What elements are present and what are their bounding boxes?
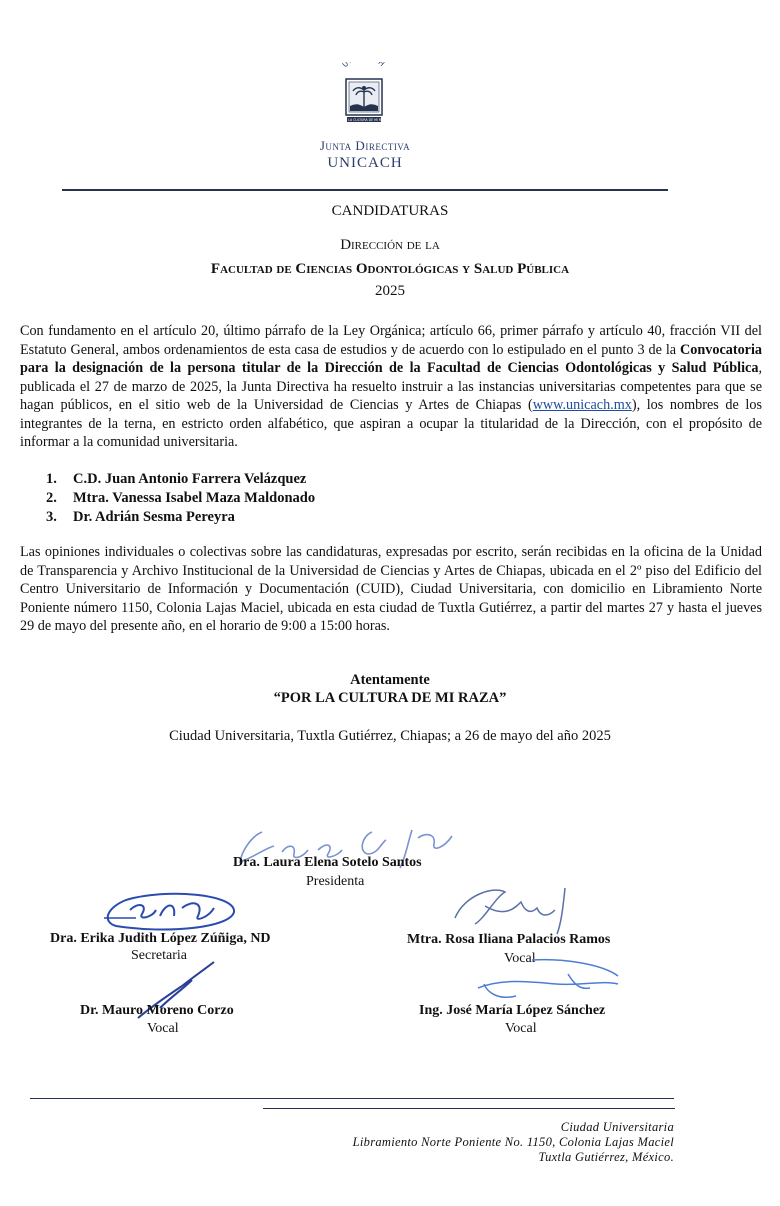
candidate-name: Mtra. Vanessa Isabel Maza Maldonado [73,490,316,506]
candidates-list [46,470,315,527]
vocal1-name: Mtra. Rosa Iliana Palacios Ramos [407,932,611,947]
list-item [46,470,315,489]
list-number: 2. [46,490,57,506]
vocal3-name: Ing. José María López Sánchez [419,1003,606,1018]
president-name: Dra. Laura Elena Sotelo Santos [233,855,422,870]
place-and-date: Ciudad Universitaria, Tuxtla Gutiérrez, Chiapas; a 26 de mayo del año 2025 [169,728,611,744]
secretary-role: Secretaria [131,948,187,963]
footer-line-3: Tuxtla Gutiérrez, México. [538,1150,674,1164]
paragraph-text: Con fundamento en el artículo 20, último párrafo de la Ley Orgánica; artículo 66, primer párrafo y artículo 40, fracción VII del Estatuto General, ambos ordenamientos de esta casa de estudios y de acuerdo con lo estipulado en el punto 3 de la [20,323,762,358]
title-year: 2025 [375,283,405,299]
list-number: 3. [46,509,57,525]
president-role: Presidenta [306,874,365,889]
header-junta-directiva: Junta Directiva [319,138,411,153]
list-number: 1. [46,471,57,487]
footer-divider-short [263,1108,675,1109]
convocatoria-title: Convocatoria para la designación de la persona titular de la Dirección de la Facultad de Ciencias Odontológicas y Salud Pública [20,341,762,376]
list-item [46,489,315,508]
list-item [46,508,315,527]
footer-line-1: Ciudad Universitaria [560,1120,674,1134]
footer-line-2: Libramiento Norte Poniente No. 1150, Colonia Lajas Maciel [352,1135,674,1149]
title-line-1: Dirección de la [340,237,440,253]
header-unicach: UNICACH [327,155,403,171]
paragraph-text: ), los nombres de los integrantes de la terna, en estricto orden alfabético, que aspiran a ocupar la titularidad de la Dirección, con el propósito de informar a la comunidad universitaria. [20,397,762,450]
logo-motto: POR LA CULTURA DE MI RAZA [340,118,388,122]
candidate-name: C.D. Juan Antonio Farrera Velázquez [73,471,307,487]
secretary-name: Dra. Erika Judith López Zúñiga, ND [50,931,271,946]
candidate-name: Dr. Adrián Sesma Pereyra [73,509,235,525]
vocal3-role: Vocal [505,1021,537,1036]
paragraph-opinions: Las opiniones individuales o colectivas sobre las candidaturas, expresadas por escrito, serán recibidas en la oficina de la Unidad de Transparencia y Archivo Institucional de la Universidad de Ciencias y Artes de Chiapas, ubicada en el 2º piso del Edificio del Centro Universitario de Información y Documentación (CUID), Ciudad Universitaria, con domicilio en Libramiento Norte Poniente número 1150, Colonia Lajas Maciel, ubicada en esta ciudad de Tuxtla Gutiérrez, a partir del martes 27 y hasta el jueves 29 de mayo del presente año, en el horario de 9:00 a 15:00 horas. [20,544,762,634]
footer-divider [30,1098,674,1099]
closing-motto: “POR LA CULTURA DE MI RAZA” [273,690,507,706]
paragraph-text: , publicada el 27 de marzo de 2025, la Junta Directiva ha resuelto instruir a las instancias universitarias competentes para que se hagan públicos, en el sitio web de la Universidad de Ciencias y Artes de Chiapas ( [20,360,762,413]
closing-atentamente: Atentamente [350,672,430,688]
vocal2-role: Vocal [147,1021,179,1036]
vocal3-signature [472,954,642,1010]
vocal2-name: Dr. Mauro Moreno Corzo [80,1003,234,1018]
document-heading: CANDIDATURAS [331,203,449,219]
vocal1-role: Vocal [504,951,536,966]
paragraph-legal-basis [20,322,762,452]
header-divider [62,189,668,191]
logo-text: U H [341,62,387,70]
unicach-seal-logo [333,62,395,132]
title-line-2: Facultad de Ciencias Odontológicas y Salud Pública [210,261,570,277]
unicach-website-link[interactable]: www.unicach.mx [532,397,632,413]
